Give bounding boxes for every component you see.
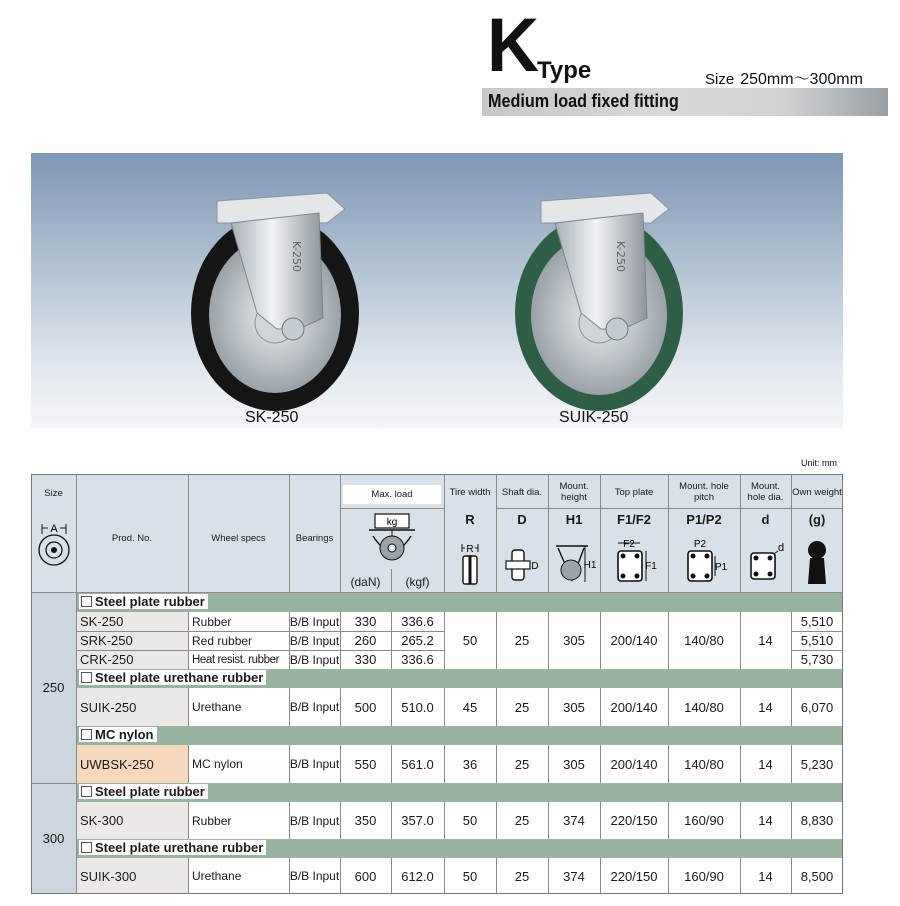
col-header-shaft-dia: Shaft dia. bbox=[501, 486, 543, 498]
mount-height: 374 bbox=[563, 868, 585, 884]
type-word: Type bbox=[537, 57, 592, 84]
shaft-dia: 25 bbox=[514, 813, 530, 828]
col-header-dan: (daN) bbox=[350, 575, 381, 589]
prod-no: UWBSK-250 bbox=[80, 756, 154, 772]
spec-table bbox=[31, 474, 843, 894]
top-plate: 200/140 bbox=[610, 633, 658, 648]
unit-note: Unit: mm bbox=[801, 458, 837, 468]
photo-caption-suik-250: SUIK-250 bbox=[559, 409, 629, 426]
bearing: B/B Input bbox=[289, 757, 340, 771]
mount-height-icon bbox=[548, 540, 600, 588]
mount-hole-dia: 14 bbox=[758, 633, 773, 648]
page-subtitle: Medium load fixed fitting bbox=[488, 91, 679, 111]
col-header-kgf: (kgf) bbox=[405, 575, 430, 589]
load-dan: 260 bbox=[354, 633, 377, 648]
load-kgf: 265.2 bbox=[401, 633, 434, 648]
mount-hole-pitch: 160/90 bbox=[684, 868, 724, 884]
prod-no: SUIK-250 bbox=[80, 699, 137, 715]
own-weight-icon bbox=[791, 536, 843, 588]
mount-hole-dia: 14 bbox=[758, 868, 773, 884]
size-300: 300 bbox=[42, 831, 65, 846]
tire-width: 50 bbox=[462, 633, 478, 648]
prod-no: SRK-250 bbox=[80, 633, 133, 648]
top-plate-icon bbox=[600, 538, 668, 588]
col-header-own-weight: Own weight bbox=[792, 486, 842, 498]
prod-no: SUIK-300 bbox=[80, 868, 137, 884]
mount-hole-dia: 14 bbox=[758, 756, 773, 772]
wheel-size-icon bbox=[31, 520, 76, 570]
col-symbol-mount-hole-dia: d bbox=[761, 511, 770, 527]
load-kgf: 510.0 bbox=[401, 699, 434, 715]
size-range bbox=[705, 66, 863, 89]
mount-height: 305 bbox=[563, 756, 585, 772]
photo-caption-sk-250: SK-250 bbox=[245, 409, 299, 426]
wheel-spec: Red rubber bbox=[192, 633, 253, 648]
col-header-max-load: Max. load bbox=[371, 489, 413, 500]
tire-width: 50 bbox=[462, 868, 478, 884]
caster-stamp: K-250 bbox=[290, 241, 303, 273]
size-250: 250 bbox=[42, 680, 65, 695]
wheel-spec: Urethane bbox=[192, 869, 242, 883]
own-weight: 5,510 bbox=[800, 614, 834, 629]
caster-suik-250-image bbox=[515, 193, 683, 411]
mount-hole-pitch: 140/80 bbox=[684, 756, 724, 772]
shaft-dia: 25 bbox=[514, 699, 530, 715]
icon-letter: R bbox=[466, 544, 474, 555]
load-kgf: 561.0 bbox=[401, 756, 434, 772]
col-header-mount-height: Mount. height bbox=[559, 481, 589, 503]
tire-width: 45 bbox=[462, 699, 478, 715]
col-header-mount-hole-pitch: Mount. hole pitch bbox=[679, 481, 729, 503]
shaft-dia: 25 bbox=[514, 756, 530, 772]
mount-height: 374 bbox=[563, 813, 585, 828]
icon-letter: F1 bbox=[645, 561, 657, 572]
mount-hole-dia: 14 bbox=[758, 813, 773, 828]
col-header-top-plate: Top plate bbox=[614, 486, 654, 498]
shaft-dia: 25 bbox=[514, 868, 530, 884]
product-photo-panel bbox=[31, 153, 843, 429]
top-plate: 200/140 bbox=[610, 699, 658, 715]
icon-letter: F2 bbox=[623, 539, 635, 550]
caster-illustrations bbox=[31, 153, 843, 429]
load-kgf: 612.0 bbox=[401, 868, 434, 884]
wheel-spec: Rubber bbox=[192, 614, 232, 629]
own-weight: 5,230 bbox=[800, 756, 834, 772]
load-dan: 350 bbox=[354, 813, 377, 828]
top-plate: 220/150 bbox=[610, 868, 658, 884]
load-dan: 500 bbox=[354, 699, 377, 715]
load-kgf: 357.0 bbox=[401, 813, 434, 828]
mount-height: 305 bbox=[563, 633, 585, 648]
load-icon bbox=[340, 508, 444, 568]
mount-hole-pitch: 140/80 bbox=[684, 699, 724, 715]
icon-letter: A bbox=[49, 523, 58, 535]
own-weight: 6,070 bbox=[800, 699, 834, 715]
col-symbol-tire-width: R bbox=[465, 511, 475, 527]
icon-letter: d bbox=[777, 542, 784, 554]
tire-width-icon bbox=[444, 540, 496, 588]
col-header-wheel-specs: Wheel specs bbox=[211, 532, 266, 544]
mount-hole-dia-icon bbox=[740, 538, 791, 588]
top-plate: 200/140 bbox=[610, 756, 658, 772]
icon-letter: P2 bbox=[693, 539, 707, 550]
load-dan: 550 bbox=[354, 756, 377, 772]
col-symbol-mount-height: H1 bbox=[565, 511, 583, 527]
load-kgf: 336.6 bbox=[401, 652, 434, 667]
wheel-spec: Heat resist. rubber bbox=[192, 653, 279, 666]
size-label: Size bbox=[705, 71, 735, 88]
col-symbol-mount-hole-pitch: P1/P2 bbox=[686, 511, 722, 527]
load-dan: 330 bbox=[354, 614, 377, 629]
top-plate: 220/150 bbox=[610, 813, 658, 828]
mount-hole-dia: 14 bbox=[758, 699, 773, 715]
category-label: Steel plate urethane rubber bbox=[95, 670, 264, 685]
bearing: B/B Input bbox=[289, 813, 340, 828]
shaft-dia: 25 bbox=[514, 633, 530, 648]
bearing: B/B Input bbox=[289, 869, 340, 883]
col-symbol-top-plate: F1/F2 bbox=[617, 511, 651, 527]
tire-width: 50 bbox=[462, 813, 478, 828]
icon-letter: P1 bbox=[714, 562, 728, 573]
prod-no: SK-250 bbox=[80, 614, 124, 629]
tire-width: 36 bbox=[462, 756, 478, 772]
own-weight: 5,730 bbox=[800, 652, 834, 667]
mount-height: 305 bbox=[563, 699, 585, 715]
shaft-dia-icon bbox=[496, 540, 548, 588]
bearing: B/B Input bbox=[289, 614, 340, 629]
type-letter: K bbox=[487, 3, 538, 88]
wheel-spec: MC nylon bbox=[192, 757, 243, 771]
col-header-bearings: Bearings bbox=[295, 532, 334, 544]
col-header-prod-no: Prod. No. bbox=[111, 532, 153, 544]
mount-hole-pitch-icon bbox=[668, 538, 740, 588]
own-weight: 8,830 bbox=[800, 813, 834, 828]
load-dan: 330 bbox=[354, 652, 377, 667]
col-header-size: Size bbox=[44, 487, 63, 499]
category-label: Steel plate rubber bbox=[95, 784, 205, 799]
category-label: Steel plate urethane rubber bbox=[95, 840, 264, 855]
caster-sk-250-image bbox=[191, 193, 359, 411]
own-weight: 5,510 bbox=[800, 633, 834, 648]
prod-no: SK-300 bbox=[80, 813, 124, 828]
bearing: B/B Input bbox=[289, 633, 340, 648]
category-label: MC nylon bbox=[95, 727, 154, 742]
prod-no: CRK-250 bbox=[80, 652, 134, 667]
col-header-tire-width: Tire width bbox=[449, 486, 491, 498]
load-kgf: 336.6 bbox=[401, 614, 434, 629]
bearing: B/B Input bbox=[289, 652, 340, 667]
mount-hole-pitch: 160/90 bbox=[684, 813, 724, 828]
col-symbol-own-weight: (g) bbox=[808, 511, 826, 527]
col-header-mount-hole-dia: Mount. hole dia. bbox=[747, 481, 784, 503]
wheel-spec: Rubber bbox=[192, 813, 232, 828]
load-dan: 600 bbox=[354, 868, 377, 884]
col-symbol-shaft-dia: D bbox=[517, 511, 527, 527]
wheel-spec: Urethane bbox=[192, 700, 242, 714]
own-weight: 8,500 bbox=[800, 868, 834, 884]
icon-letter: H1 bbox=[583, 560, 597, 571]
bearing: B/B Input bbox=[289, 700, 340, 714]
icon-letter: D bbox=[531, 561, 539, 572]
load-icon-unit: kg bbox=[386, 517, 398, 528]
mount-hole-pitch: 140/80 bbox=[684, 633, 724, 648]
caster-stamp: K-250 bbox=[614, 241, 627, 273]
size-value: 250mm〜300mm bbox=[740, 71, 863, 88]
category-label: Steel plate rubber bbox=[95, 594, 205, 609]
